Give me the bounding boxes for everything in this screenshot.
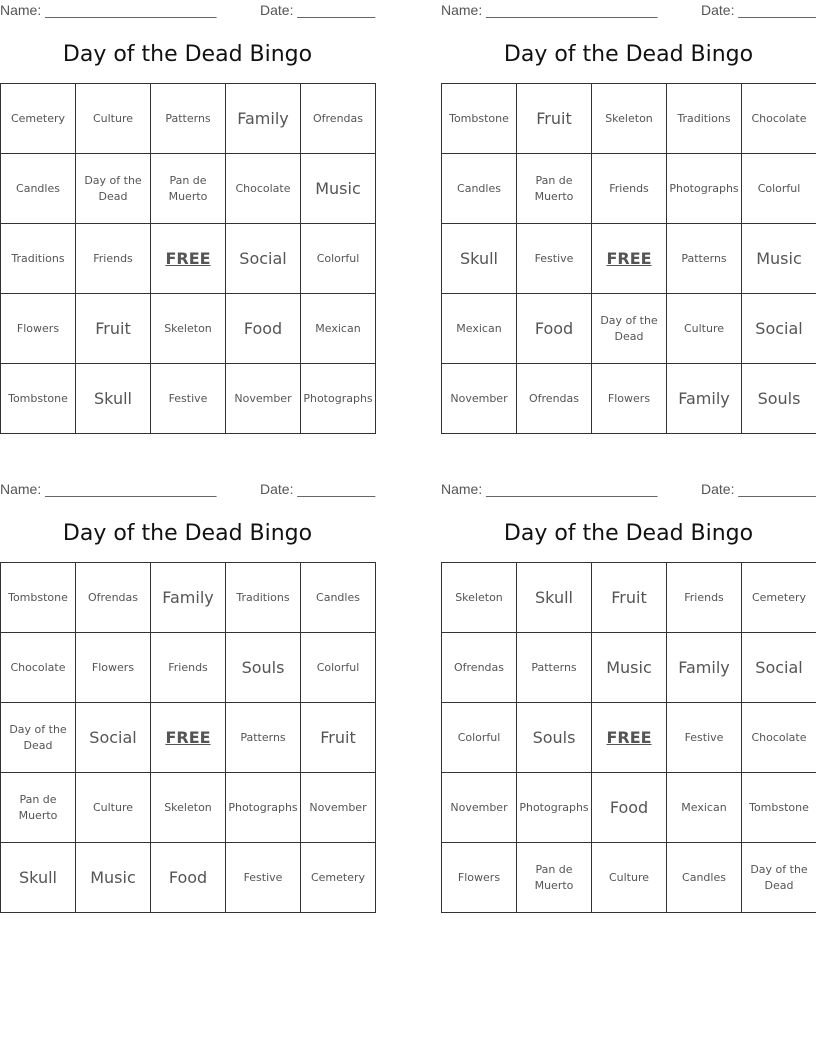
bingo-cell: Festive	[517, 224, 592, 294]
bingo-cell: Photographs	[667, 154, 742, 224]
bingo-cell: Skeleton	[151, 294, 226, 364]
bingo-cell: Music	[742, 224, 816, 294]
bingo-cell: Tombstone	[1, 364, 76, 434]
bingo-cell: Patterns	[517, 633, 592, 703]
date-field-label: Date: __________	[701, 481, 816, 497]
grid-row	[1, 154, 376, 224]
bingo-cell: Traditions	[226, 563, 301, 633]
bingo-cell: Music	[76, 843, 151, 913]
bingo-cell: Culture	[667, 294, 742, 364]
card-title: Day of the Dead Bingo	[62, 521, 313, 546]
bingo-cell: Chocolate	[742, 703, 816, 773]
bingo-cell: Fruit	[592, 563, 667, 633]
bingo-cell: Food	[517, 294, 592, 364]
bingo-cell: Colorful	[442, 703, 517, 773]
bingo-cell: Ofrendas	[442, 633, 517, 703]
bingo-cell: Food	[592, 773, 667, 843]
bingo-cell: Day of the Dead	[1, 703, 76, 773]
bingo-cell: Family	[226, 84, 301, 154]
bingo-cell: Flowers	[1, 294, 76, 364]
bingo-grid	[0, 562, 376, 913]
bingo-cell: Traditions	[1, 224, 76, 294]
bingo-cell: Mexican	[442, 294, 517, 364]
bingo-cell: Pan de Muerto	[1, 773, 76, 843]
bingo-cell: Tombstone	[1, 563, 76, 633]
bingo-cell: November	[442, 773, 517, 843]
free-space: FREE	[592, 224, 667, 294]
grid-row	[442, 154, 816, 224]
bingo-cell: Cemetery	[301, 843, 376, 913]
grid-row	[1, 224, 376, 294]
bingo-cell: Day of the Dead	[742, 843, 816, 913]
bingo-cell: Candles	[301, 563, 376, 633]
bingo-card	[441, 479, 816, 892]
bingo-cell: Food	[151, 843, 226, 913]
bingo-card	[0, 0, 376, 408]
bingo-cell: Fruit	[76, 294, 151, 364]
bingo-cell: Festive	[151, 364, 226, 434]
bingo-cell: Ofrendas	[301, 84, 376, 154]
name-field-label: Name: ______________________	[0, 481, 217, 497]
bingo-card	[441, 0, 816, 408]
bingo-cell: Family	[667, 633, 742, 703]
bingo-cell: Culture	[76, 773, 151, 843]
bingo-cell: Chocolate	[226, 154, 301, 224]
date-field-label: Date: __________	[260, 481, 376, 497]
free-space: FREE	[151, 224, 226, 294]
bingo-cell: Social	[76, 703, 151, 773]
card-title: Day of the Dead Bingo	[503, 521, 754, 546]
bingo-grid	[441, 83, 816, 434]
grid-row	[1, 84, 376, 154]
bingo-cell: Friends	[667, 563, 742, 633]
grid-row	[442, 703, 816, 773]
card-header	[441, 479, 816, 499]
grid-row	[442, 563, 816, 633]
bingo-cell: Candles	[1, 154, 76, 224]
bingo-cell: Photographs	[517, 773, 592, 843]
bingo-cell: Skeleton	[442, 563, 517, 633]
bingo-cell: Food	[226, 294, 301, 364]
bingo-cell: Patterns	[667, 224, 742, 294]
grid-row	[442, 364, 816, 434]
card-title: Day of the Dead Bingo	[62, 42, 313, 67]
bingo-cell: Skull	[517, 563, 592, 633]
bingo-cell: Colorful	[301, 633, 376, 703]
grid-row	[442, 843, 816, 913]
bingo-cell: Pan de Muerto	[517, 843, 592, 913]
bingo-cell: Candles	[667, 843, 742, 913]
bingo-cell: Festive	[226, 843, 301, 913]
name-field-label: Name: ______________________	[441, 2, 658, 18]
bingo-cell: Skull	[442, 224, 517, 294]
bingo-cell: Pan de Muerto	[151, 154, 226, 224]
bingo-cell: Mexican	[301, 294, 376, 364]
bingo-cell: Pan de Muerto	[517, 154, 592, 224]
bingo-cell: Day of the Dead	[76, 154, 151, 224]
bingo-cell: Flowers	[592, 364, 667, 434]
bingo-cell: Skeleton	[592, 84, 667, 154]
bingo-cell: Cemetery	[742, 563, 816, 633]
grid-row	[442, 84, 816, 154]
bingo-cell: November	[442, 364, 517, 434]
bingo-cell: Mexican	[667, 773, 742, 843]
bingo-cell: Festive	[667, 703, 742, 773]
bingo-cell: Candles	[442, 154, 517, 224]
name-field-label: Name: ______________________	[0, 2, 217, 18]
bingo-cell: Tombstone	[442, 84, 517, 154]
date-field-label: Date: __________	[260, 2, 376, 18]
bingo-cell: Flowers	[442, 843, 517, 913]
free-space: FREE	[151, 703, 226, 773]
bingo-cell: Flowers	[76, 633, 151, 703]
grid-row	[1, 773, 376, 843]
grid-row	[1, 633, 376, 703]
bingo-cell: Colorful	[301, 224, 376, 294]
bingo-grid	[0, 83, 376, 434]
card-title: Day of the Dead Bingo	[503, 42, 754, 67]
bingo-card	[0, 479, 376, 887]
bingo-cell: Tombstone	[742, 773, 816, 843]
bingo-cell: Traditions	[667, 84, 742, 154]
bingo-cell: Chocolate	[1, 633, 76, 703]
bingo-cell: Social	[226, 224, 301, 294]
bingo-cell: November	[226, 364, 301, 434]
bingo-cell: Music	[301, 154, 376, 224]
bingo-cell: Chocolate	[742, 84, 816, 154]
grid-row	[442, 294, 816, 364]
bingo-cell: Fruit	[517, 84, 592, 154]
bingo-cell: Souls	[226, 633, 301, 703]
card-header	[0, 479, 375, 499]
grid-row	[1, 364, 376, 434]
grid-row	[442, 224, 816, 294]
grid-row	[1, 843, 376, 913]
bingo-cell: Skull	[1, 843, 76, 913]
bingo-cell: Music	[592, 633, 667, 703]
bingo-cell: Culture	[76, 84, 151, 154]
bingo-cell: Patterns	[226, 703, 301, 773]
bingo-cell: Family	[151, 563, 226, 633]
bingo-cell: Souls	[517, 703, 592, 773]
name-field-label: Name: ______________________	[441, 481, 658, 497]
grid-row	[442, 773, 816, 843]
card-header	[441, 0, 816, 20]
bingo-cell: Photographs	[301, 364, 376, 434]
free-space: FREE	[592, 703, 667, 773]
bingo-cell: Friends	[151, 633, 226, 703]
bingo-cell: Social	[742, 294, 816, 364]
bingo-cell: Cemetery	[1, 84, 76, 154]
grid-row	[1, 703, 376, 773]
card-header	[0, 0, 375, 20]
bingo-cell: Skull	[76, 364, 151, 434]
grid-row	[442, 633, 816, 703]
bingo-cell: Culture	[592, 843, 667, 913]
grid-row	[1, 294, 376, 364]
bingo-cell: Friends	[76, 224, 151, 294]
bingo-cell: Day of the Dead	[592, 294, 667, 364]
bingo-cell: Photographs	[226, 773, 301, 843]
bingo-cell: Colorful	[742, 154, 816, 224]
bingo-cell: November	[301, 773, 376, 843]
bingo-grid	[441, 562, 816, 913]
bingo-cell: Souls	[742, 364, 816, 434]
grid-row	[1, 563, 376, 633]
date-field-label: Date: __________	[701, 2, 816, 18]
bingo-cell: Skeleton	[151, 773, 226, 843]
bingo-cell: Friends	[592, 154, 667, 224]
bingo-cell: Social	[742, 633, 816, 703]
bingo-cell: Patterns	[151, 84, 226, 154]
bingo-cell: Ofrendas	[517, 364, 592, 434]
bingo-cell: Fruit	[301, 703, 376, 773]
bingo-cell: Ofrendas	[76, 563, 151, 633]
bingo-cell: Family	[667, 364, 742, 434]
